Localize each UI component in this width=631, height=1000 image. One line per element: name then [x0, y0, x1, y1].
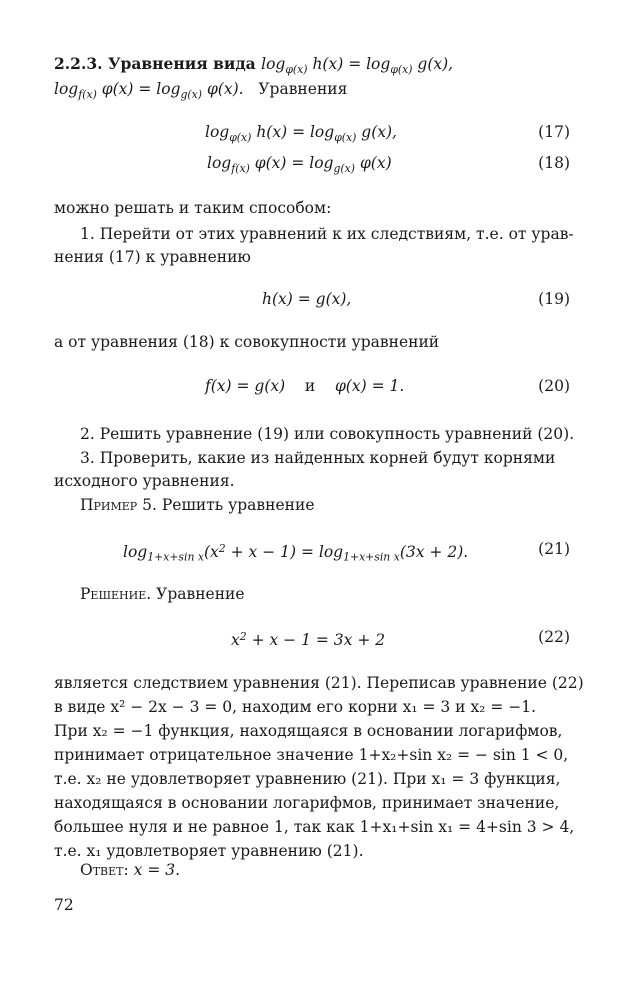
text-line: т.е. x₂ не удовлетворяет уравнению (21). При x₁ = 3 функция,	[54, 770, 561, 788]
text-line: большее нуля и не равное 1, так как 1+x₁+sin x₁ = 4+sin 3 > 4,	[54, 818, 575, 836]
example-text: Решить уравнение	[161, 496, 315, 514]
section-title-tail: Уравнения	[258, 80, 348, 98]
equation-17: $\log_{\varphi(x)} h(x) = \log_{\varphi(x)} g(x)$,	[205, 123, 397, 144]
text-line: При x₂ = −1 функция, находящаяся в основании логарифмов,	[54, 722, 563, 740]
text-line: т.е. x₁ удовлетворяет уравнению (21).	[54, 842, 364, 860]
equation-17-number: (17)	[538, 123, 570, 141]
text-line: а от уравнения (18) к совокупности уравнений	[54, 333, 440, 351]
solution-label: Решение.	[80, 585, 152, 603]
equation-20-number: (20)	[538, 377, 570, 395]
equation-21: $\log_{1+x+sin x}(x^2 + x - 1) = \log_{1+x+sin x}(3x + 2)$.	[123, 542, 469, 564]
equation-18-number: (18)	[538, 154, 570, 172]
answer-label: Ответ:	[80, 861, 129, 879]
page-number: 72	[54, 896, 74, 914]
equation-21-number: (21)	[538, 540, 570, 558]
equation-19-number: (19)	[538, 290, 570, 308]
text-line: находящаяся в основании логарифмов, принимает значение,	[54, 794, 560, 812]
text-line: нения (17) к уравнению	[54, 248, 251, 266]
section-title-formula-2: $\log_{f(x)} \varphi(x) = \log_{g(x)} \varphi(x)$.	[54, 80, 244, 101]
equation-18: $\log_{f(x)} \varphi(x) = \log_{g(x)} \varphi(x)$	[207, 154, 392, 175]
equation-20: f(x) = g(x) и φ(x) = 1.	[205, 377, 405, 395]
text-line: в виде x² − 2x − 3 = 0, находим его корни x₁ = 3 и x₂ = −1.	[54, 698, 537, 716]
section-title-word: Уравнения вида	[107, 54, 256, 73]
answer	[80, 858, 570, 882]
text-line: является следствием уравнения (21). Переписав уравнение (22)	[54, 674, 584, 692]
example-heading	[80, 493, 570, 517]
section-title-formula-1: $\log_{\varphi(x)} h(x) = \log_{\varphi(x)} g(x)$,	[261, 55, 454, 76]
solution-heading	[80, 582, 570, 606]
text-line: 1. Перейти от этих уравнений к их следствиям, т.е. от урав-	[80, 225, 574, 243]
example-label: Пример 5.	[80, 496, 157, 514]
answer-value: x = 3.	[133, 861, 181, 879]
section-number: 2.2.3.	[54, 54, 103, 73]
equation-22: $x^2 + x - 1 = 3x + 2$	[231, 630, 386, 649]
text-line: можно решать и таким способом:	[54, 199, 332, 217]
text-line: принимает отрицательное значение 1+x₂+sin x₂ = − sin 1 < 0,	[54, 746, 569, 764]
text-line: 2. Решить уравнение (19) или совокупность уравнений (20).	[80, 425, 575, 443]
section-heading-line-2	[54, 77, 570, 107]
text-line: исходного уравнения.	[54, 472, 235, 490]
solution-text: Уравнение	[156, 585, 245, 603]
equation-22-number: (22)	[538, 628, 570, 646]
text-line: 3. Проверить, какие из найденных корней будут корнями	[80, 449, 556, 467]
equation-19: h(x) = g(x),	[262, 290, 352, 308]
